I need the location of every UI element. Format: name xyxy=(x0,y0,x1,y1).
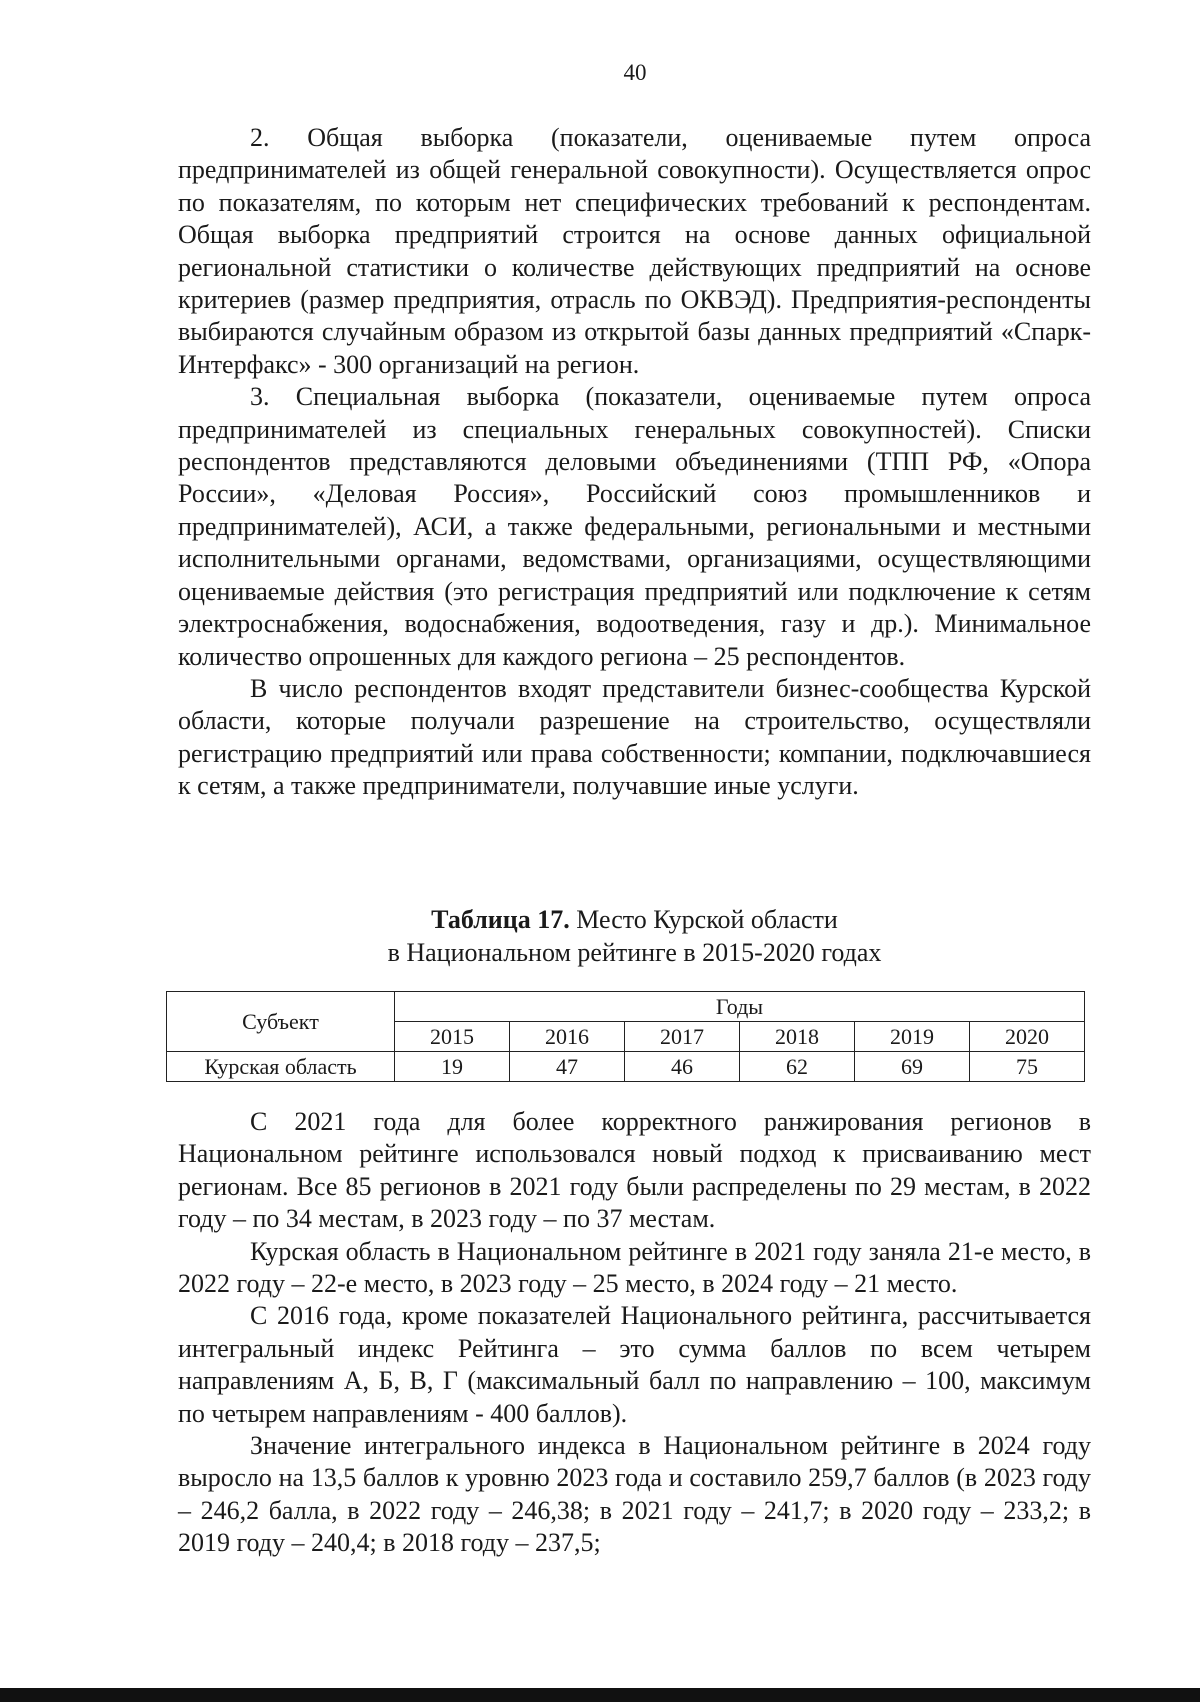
body-text-top xyxy=(178,122,1091,803)
rank-cell: 46 xyxy=(625,1052,740,1082)
table-row xyxy=(167,1052,1085,1082)
rating-table xyxy=(166,991,1085,1082)
paragraph-special-sample: 3. Специальная выборка (показатели, оцениваемые путем опроса предпринимателей из специальных генеральных совокупностей). Списки респондентов представляются деловыми объединениями (ТПП РФ, «Опора России», «Деловая Россия», Российский союз промышленников и предпринимателей), АСИ, а также федеральными, региональными и местными исполнительными органами, ведомствами, организациями, осуществляющими оцениваемые действия (это регистрация предприятий или подключение к сетям электроснабжения, водоснабжения, водоотведения, газу и др.). Минимальное количество опрошенных для каждого региона – 25 респондентов. xyxy=(178,382,1091,671)
subject-header: Субъект xyxy=(167,992,395,1052)
year-header-cell: 2016 xyxy=(510,1022,625,1052)
paragraph-integral-index: С 2016 года, кроме показателей Национального рейтинга, рассчитывается интегральный индекс Рейтинга – это сумма баллов по всем четырем направлениям А, Б, В, Г (максимальный балл по направлению – 100, максимум по четырем направлениям - 400 баллов). xyxy=(178,1301,1091,1428)
table-header-row xyxy=(167,992,1085,1022)
year-header-cell: 2018 xyxy=(740,1022,855,1052)
paragraph-new-approach: С 2021 года для более корректного ранжирования регионов в Национальном рейтинге использовался новый подход к присваиванию мест регионам. Все 85 регионов в 2021 году были распределены по 29 местам, в 2022 году – по 34 местам, в 2023 году – по 37 местам. xyxy=(178,1107,1091,1234)
rank-cell: 47 xyxy=(510,1052,625,1082)
table-caption-title: Место Курской области xyxy=(569,905,838,934)
year-header-cell: 2019 xyxy=(855,1022,970,1052)
year-header-cell: 2017 xyxy=(625,1022,740,1052)
table-caption-line-2: в Национальном рейтинге в 2015-2020 годах xyxy=(387,938,882,967)
table-caption xyxy=(178,903,1091,969)
years-header: Годы xyxy=(395,992,1085,1022)
year-header-cell: 2020 xyxy=(970,1022,1085,1052)
scan-edge-bar xyxy=(0,1688,1200,1702)
page-number: 40 xyxy=(623,60,647,85)
paragraph-general-sample: 2. Общая выборка (показатели, оцениваемые путем опроса предпринимателей из общей генеральной совокупности). Осуществляется опрос по показателям, по которым нет специфических требований к респондентам. Общая выборка предприятий строится на основе данных официальной региональной статистики о количестве действующих предприятий на основе критериев (размер предприятия, отрасль по ОКВЭД). Предприятия-респонденты выбираются случайным образом из открытой базы данных предприятий «Спарк-Интерфакс» - 300 организаций на регион. xyxy=(178,123,1091,379)
body-text-bottom xyxy=(178,1106,1091,1560)
table-caption-line-1 xyxy=(178,903,1091,936)
rank-cell: 19 xyxy=(395,1052,510,1082)
paragraph-kursk-places: Курская область в Национальном рейтинге в 2021 году заняла 21-е место, в 2022 году – 22-е место, в 2023 году – 25 место, в 2024 году – 21 место. xyxy=(178,1236,1091,1299)
table-caption-number: Таблица 17. xyxy=(431,905,570,934)
paragraph-respondents: В число респондентов входят представители бизнес-сообщества Курской области, которые получали разрешение на строительство, осуществляли регистрацию предприятий или права собственности; компании, подключавшиеся к сетям, а также предприниматели, получавшие иные услуги. xyxy=(178,673,1091,801)
subject-cell: Курская область xyxy=(167,1052,395,1082)
rank-cell: 62 xyxy=(740,1052,855,1082)
rank-cell: 69 xyxy=(855,1052,970,1082)
paragraph-index-values: Значение интегрального индекса в Национальном рейтинге в 2024 году выросло на 13,5 баллов к уровню 2023 года и составило 259,7 баллов (в 2023 году – 246,2 балла, в 2022 году – 246,38; в 2021 году – 241,7; в 2020 году – 233,2; в 2019 году – 240,4; в 2018 году – 237,5; xyxy=(178,1431,1091,1558)
year-header-cell: 2015 xyxy=(395,1022,510,1052)
rank-cell: 75 xyxy=(970,1052,1085,1082)
